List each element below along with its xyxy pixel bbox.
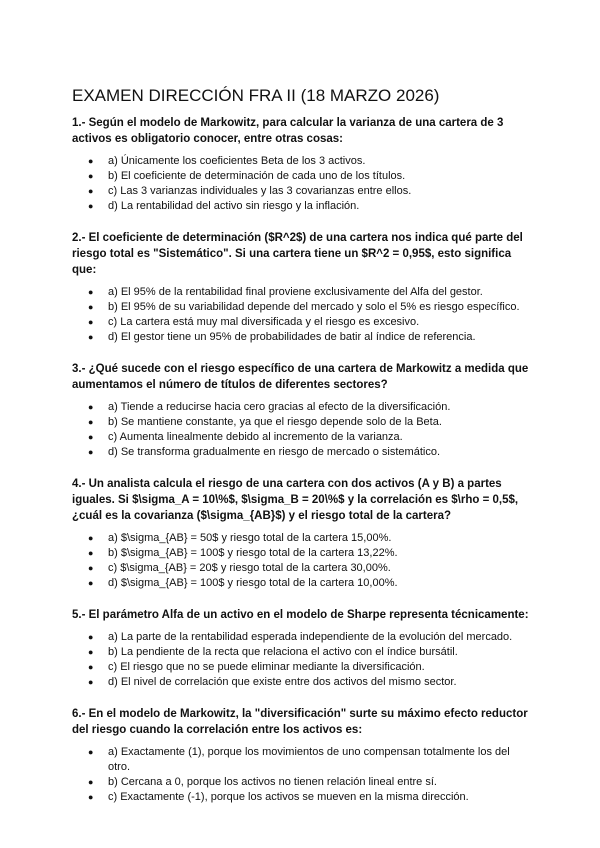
option-item xyxy=(72,415,532,430)
question-5 xyxy=(72,607,532,690)
option-text: c) Exactamente (-1), porque los activos se mueven en la misma dirección. xyxy=(108,791,469,803)
option-list xyxy=(72,154,532,214)
option-text: c) La cartera está muy mal diversificada y el riesgo es excesivo. xyxy=(108,316,420,328)
question-text: 5.- El parámetro Alfa de un activo en el modelo de Sharpe representa técnicamente: xyxy=(72,609,529,621)
question-2 xyxy=(72,230,532,345)
question-6 xyxy=(72,706,532,805)
option-item xyxy=(72,184,532,199)
exam-title: EXAMEN DIRECCIÓN FRA II (18 MARZO 2026) xyxy=(72,86,440,105)
option-item xyxy=(72,576,532,591)
bullet-icon: ● xyxy=(88,447,94,457)
option-text: b) La pendiente de la recta que relaciona el activo con el índice bursátil. xyxy=(108,646,458,658)
option-item xyxy=(72,775,532,790)
option-list xyxy=(72,630,532,690)
option-text: d) El gestor tiene un 95% de probabilidades de batir al índice de referencia. xyxy=(108,331,476,343)
bullet-icon: ● xyxy=(88,201,94,211)
bullet-icon: ● xyxy=(88,156,94,166)
option-item xyxy=(72,630,532,645)
option-text: c) Aumenta linealmente debido al incremento de la varianza. xyxy=(108,431,403,443)
option-item xyxy=(72,660,532,675)
question-text: 2.- El coeficiente de determinación ($R^2$) de una cartera nos indica qué parte del riesgo total es "Sistemático". Si una cartera tiene un $R^2 = 0,95$, esto significa que: xyxy=(72,232,523,276)
bullet-icon: ● xyxy=(88,578,94,588)
option-item xyxy=(72,330,532,345)
option-item xyxy=(72,745,532,775)
bullet-icon: ● xyxy=(88,302,94,312)
bullet-icon: ● xyxy=(88,563,94,573)
bullet-icon: ● xyxy=(88,548,94,558)
option-item xyxy=(72,445,532,460)
option-text: b) Se mantiene constante, ya que el riesgo depende solo de la Beta. xyxy=(108,416,442,428)
option-item xyxy=(72,561,532,576)
option-item xyxy=(72,154,532,169)
option-item xyxy=(72,645,532,660)
option-list xyxy=(72,285,532,345)
option-text: b) El coeficiente de determinación de cada uno de los títulos. xyxy=(108,170,406,182)
option-text: a) $\sigma_{AB} = 50$ y riesgo total de la cartera 15,00%. xyxy=(108,532,392,544)
question-1 xyxy=(72,115,532,214)
bullet-icon: ● xyxy=(88,747,94,757)
bullet-icon: ● xyxy=(88,287,94,297)
option-list xyxy=(72,745,532,805)
option-text: a) Únicamente los coeficientes Beta de los 3 activos. xyxy=(108,155,366,167)
option-text: c) $\sigma_{AB} = 20$ y riesgo total de la cartera 30,00%. xyxy=(108,562,391,574)
option-text: c) Las 3 varianzas individuales y las 3 covarianzas entre ellos. xyxy=(108,185,412,197)
option-item xyxy=(72,790,532,805)
bullet-icon: ● xyxy=(88,533,94,543)
option-item xyxy=(72,546,532,561)
bullet-icon: ● xyxy=(88,777,94,787)
option-item xyxy=(72,315,532,330)
option-text: d) Se transforma gradualmente en riesgo de mercado o sistemático. xyxy=(108,446,440,458)
question-3 xyxy=(72,361,532,460)
bullet-icon: ● xyxy=(88,662,94,672)
bullet-icon: ● xyxy=(88,171,94,181)
option-text: a) Exactamente (1), porque los movimientos de uno compensan totalmente los del otro. xyxy=(108,746,510,773)
option-list xyxy=(72,400,532,460)
option-item xyxy=(72,300,532,315)
bullet-icon: ● xyxy=(88,186,94,196)
option-item xyxy=(72,400,532,415)
bullet-icon: ● xyxy=(88,432,94,442)
option-item xyxy=(72,430,532,445)
option-item xyxy=(72,285,532,300)
option-list xyxy=(72,531,532,591)
exam-page xyxy=(72,86,532,821)
bullet-icon: ● xyxy=(88,792,94,802)
option-text: d) El nivel de correlación que existe entre dos activos del mismo sector. xyxy=(108,676,457,688)
option-item xyxy=(72,169,532,184)
option-text: a) El 95% de la rentabilidad final proviene exclusivamente del Alfa del gestor. xyxy=(108,286,483,298)
bullet-icon: ● xyxy=(88,332,94,342)
option-text: b) $\sigma_{AB} = 100$ y riesgo total de la cartera 13,22%. xyxy=(108,547,398,559)
question-text: 1.- Según el modelo de Markowitz, para calcular la varianza de una cartera de 3 activos es obligatorio conocer, entre otras cosas: xyxy=(72,117,504,145)
bullet-icon: ● xyxy=(88,632,94,642)
question-text: 3.- ¿Qué sucede con el riesgo específico de una cartera de Markowitz a medida que aumentamos el número de títulos de diferentes sectores? xyxy=(72,363,529,391)
bullet-icon: ● xyxy=(88,402,94,412)
bullet-icon: ● xyxy=(88,417,94,427)
option-text: d) $\sigma_{AB} = 100$ y riesgo total de la cartera 10,00%. xyxy=(108,577,398,589)
bullet-icon: ● xyxy=(88,647,94,657)
bullet-icon: ● xyxy=(88,317,94,327)
option-item xyxy=(72,531,532,546)
question-text: 6.- En el modelo de Markowitz, la "diversificación" surte su máximo efecto reductor del riesgo cuando la correlación entre los activos es: xyxy=(72,708,528,736)
option-text: c) El riesgo que no se puede eliminar mediante la diversificación. xyxy=(108,661,425,673)
option-item xyxy=(72,199,532,214)
option-text: b) El 95% de su variabilidad depende del mercado y solo el 5% es riesgo específico. xyxy=(108,301,520,313)
question-text: 4.- Un analista calcula el riesgo de una cartera con dos activos (A y B) a partes iguales. Si $\sigma_A = 10\%$, $\sigma_B = 20\%$ y la correlación es $\rho = 0,5$, ¿cuál es la covarianza ($\sigma_{AB}$) y el riesgo total de la cartera? xyxy=(72,478,519,522)
option-text: d) La rentabilidad del activo sin riesgo y la inflación. xyxy=(108,200,360,212)
option-text: a) Tiende a reducirse hacia cero gracias al efecto de la diversificación. xyxy=(108,401,451,413)
option-text: b) Cercana a 0, porque los activos no tienen relación lineal entre sí. xyxy=(108,776,437,788)
option-text: a) La parte de la rentabilidad esperada independiente de la evolución del mercado. xyxy=(108,631,513,643)
question-4 xyxy=(72,476,532,591)
bullet-icon: ● xyxy=(88,677,94,687)
option-item xyxy=(72,675,532,690)
